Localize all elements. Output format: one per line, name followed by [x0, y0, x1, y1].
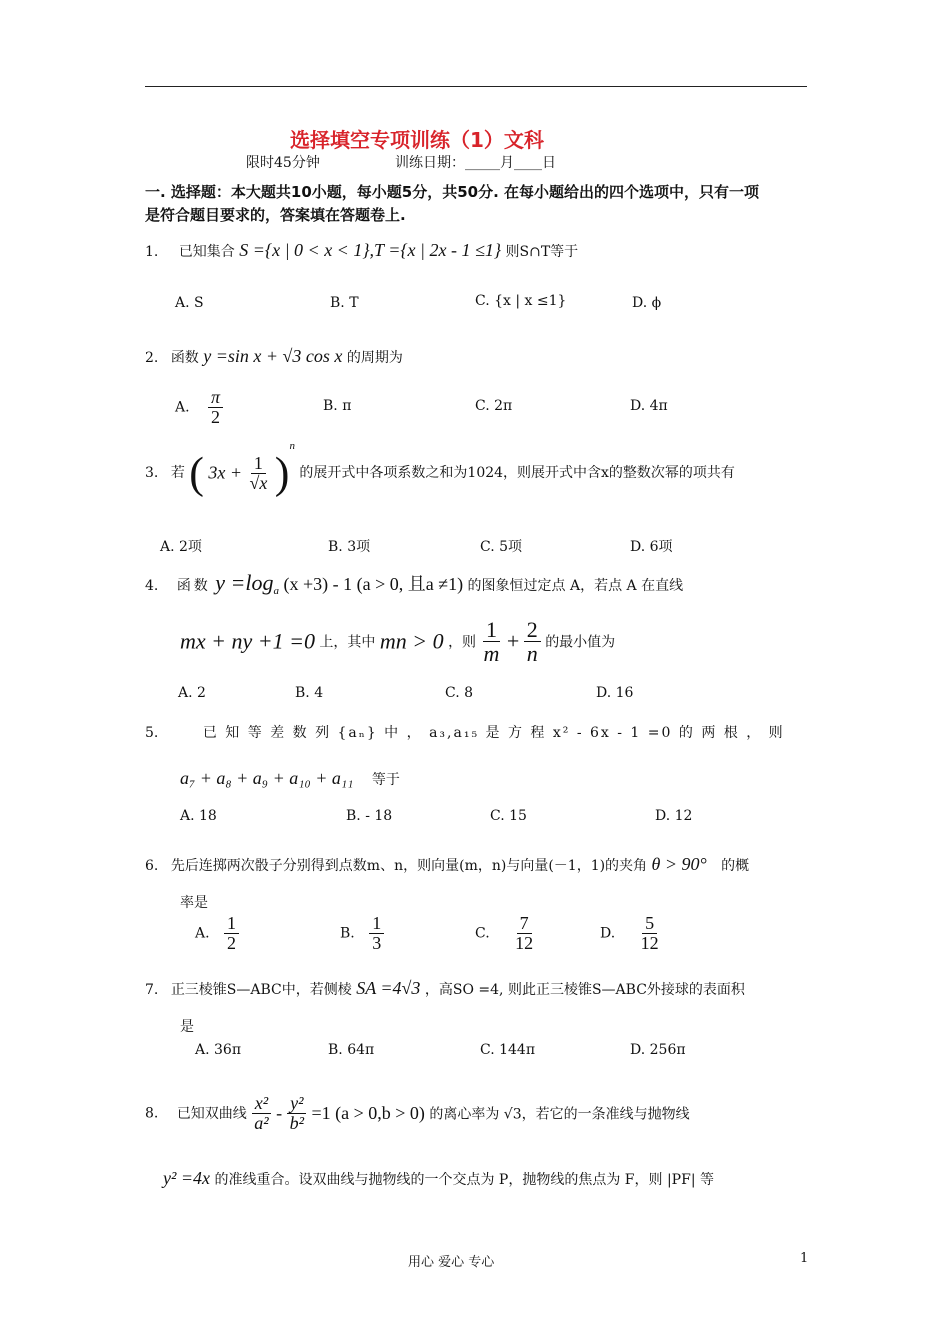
- fraction: [638, 914, 662, 953]
- question-text: 已知双曲线: [176, 1106, 247, 1123]
- option-label: A.: [195, 925, 210, 942]
- option-d: D. ϕ: [632, 295, 662, 311]
- option-label: C.: [475, 925, 490, 942]
- option-b: B. 4: [295, 685, 324, 701]
- option-a: [195, 914, 239, 953]
- fraction-denominator: m: [483, 641, 500, 667]
- fraction-denominator: 2: [211, 406, 221, 427]
- option-b: B. - 18: [346, 808, 393, 824]
- time-limit: 限时45分钟: [246, 155, 320, 171]
- fraction: [369, 914, 384, 953]
- fraction-numerator: y²: [287, 1094, 306, 1114]
- fraction: [251, 1094, 271, 1133]
- page-title: 选择填空专项训练（1）文科: [290, 128, 544, 152]
- question-text: 的周期为: [346, 350, 403, 366]
- math-expression: (x +3) - 1 (a > 0, 且a ≠1): [283, 574, 464, 594]
- question-text: 的概: [721, 858, 750, 874]
- option-c: C. 8: [445, 685, 474, 701]
- option-d: [600, 914, 662, 953]
- fraction-numerator: 5: [642, 914, 657, 934]
- question-number: 3.: [145, 465, 159, 481]
- fraction-numerator: 2: [524, 618, 541, 642]
- question-4: [145, 570, 683, 597]
- fraction: [512, 914, 536, 953]
- math-expression: 3x +: [208, 462, 243, 483]
- question-1: [145, 240, 578, 261]
- question-text: 若: [170, 465, 185, 481]
- question-text: ，则: [448, 634, 477, 651]
- question-number: 2.: [145, 350, 159, 366]
- math-expression: θ > 90°: [651, 854, 707, 874]
- math-expression: mx + ny +1 =0: [180, 628, 315, 654]
- question-6-line2: 率是: [180, 895, 208, 911]
- minus-sign: -: [276, 1102, 283, 1123]
- option-label: D.: [600, 925, 616, 942]
- fraction-numerator: 1: [251, 454, 266, 474]
- option-d: D. 4π: [630, 398, 668, 414]
- fraction: [287, 1094, 307, 1133]
- left-paren: (: [189, 448, 204, 498]
- fraction: [208, 388, 223, 427]
- option-b: [340, 914, 384, 953]
- question-3: [145, 440, 735, 499]
- option-a: A. S: [175, 295, 204, 311]
- question-number: 1.: [145, 244, 159, 260]
- log-base: a: [273, 584, 279, 597]
- question-text: ，高SO =4, 则此正三棱锥S—ABC外接球的表面积: [424, 982, 745, 998]
- math-expression: mn > 0: [379, 628, 444, 654]
- question-text: 上，其中: [319, 634, 376, 651]
- question-8: [145, 1094, 690, 1133]
- option-b: B. T: [330, 295, 359, 311]
- math-expression: SA =4√3: [356, 978, 421, 998]
- question-text: 则S∩T等于: [505, 244, 579, 260]
- fraction-numerator: 1: [369, 914, 384, 934]
- question-2: [145, 346, 403, 367]
- option-d: D. 6项: [630, 539, 673, 555]
- question-4-line2: [180, 618, 615, 665]
- section-heading-line2: 是符合题目要求的，答案填在答题卷上.: [145, 206, 406, 224]
- question-text: 已知集合: [178, 244, 235, 260]
- header-rule: [145, 86, 807, 87]
- math-expression: S ={x | 0 < x < 1},T ={x | 2x - 1 ≤1}: [239, 240, 502, 260]
- question-number: 7.: [145, 982, 159, 998]
- option-label: A.: [175, 399, 190, 416]
- fraction-denominator: √x: [249, 472, 268, 493]
- training-date: 训练日期：_____月____日: [395, 155, 556, 171]
- question-text: 的离心率为 √3，若它的一条准线与抛物线: [429, 1106, 690, 1123]
- question-text: 等于: [371, 772, 400, 788]
- fraction-denominator: 3: [372, 932, 382, 953]
- fraction-denominator: a²: [254, 1112, 269, 1133]
- fraction-numerator: π: [208, 388, 223, 408]
- question-8-line2: [163, 1168, 714, 1189]
- plus-sign: +: [506, 628, 520, 654]
- option-c: C. 144π: [480, 1042, 536, 1058]
- fraction-denominator: 12: [515, 932, 534, 953]
- section-heading-line1: 一. 选择题：本大题共10小题，每小题5分，共50分. 在每小题给出的四个选项中，只有一项: [145, 183, 760, 201]
- math-expression: y =sin x + √3 cos x: [203, 346, 343, 366]
- math-expression: y =log: [215, 570, 274, 595]
- question-7: [145, 978, 745, 999]
- math-expression: y² =4x: [163, 1168, 211, 1188]
- fraction-numerator: 1: [483, 618, 500, 642]
- option-c: C. {x | x ≤1}: [475, 293, 567, 309]
- fraction: [481, 618, 503, 665]
- page-number: 1: [800, 1251, 809, 1266]
- fraction: [524, 618, 541, 665]
- footer-motto: 用心 爱心 专心: [408, 1255, 495, 1270]
- question-number: 5.: [145, 725, 159, 741]
- fraction-denominator: n: [526, 641, 538, 667]
- right-paren: ): [274, 448, 290, 498]
- question-text: 函数: [170, 350, 199, 366]
- question-text: 的展开式中各项系数之和为1024，则展开式中含x的整数次幂的项共有: [299, 465, 735, 481]
- option-a: [175, 388, 223, 427]
- option-a: A. 2项: [160, 539, 202, 555]
- question-5-line2: [180, 768, 400, 789]
- exponent: n: [289, 440, 295, 452]
- question-text: 正三棱锥S—ABC中，若侧棱: [170, 982, 352, 998]
- option-c: C. 5项: [480, 539, 523, 555]
- question-7-line2: 是: [180, 1019, 194, 1035]
- option-a: A. 36π: [195, 1042, 242, 1058]
- option-b: B. 3项: [328, 539, 371, 555]
- question-text: 的图象恒过定点 A，若点 A 在直线: [467, 578, 684, 594]
- question-number: 4.: [145, 578, 159, 594]
- question-number: 8.: [145, 1105, 159, 1122]
- question-text: 的准线重合。设双曲线与抛物线的一个交点为 P，抛物线的焦点为 F，则 |PF| 等: [214, 1172, 714, 1188]
- fraction-numerator: 7: [517, 914, 532, 934]
- fraction-numerator: x²: [252, 1094, 271, 1114]
- fraction-denominator: 12: [640, 932, 659, 953]
- question-text: 的最小值为: [545, 634, 616, 651]
- fraction-denominator: 2: [227, 932, 237, 953]
- question-text: 先后连掷两次骰子分别得到点数m、n，则向量(m，n)与向量(－1，1)的夹角: [170, 858, 648, 874]
- question-text: 函数: [176, 578, 211, 594]
- option-label: B.: [340, 925, 355, 942]
- option-c: C. 15: [490, 808, 527, 824]
- fraction: [246, 454, 270, 493]
- question-6: [145, 854, 749, 875]
- fraction-numerator: 1: [224, 914, 239, 934]
- math-expression: =1 (a > 0,b > 0): [311, 1102, 425, 1123]
- question-text: 已 知 等 差 数 列 {aₙ} 中 ， a₃,a₁₅ 是 方 程 x² - 6x - 1 =0 的 两 根 ， 则: [202, 725, 785, 741]
- option-b: B. π: [323, 398, 352, 414]
- fraction: [224, 914, 239, 953]
- option-c: [475, 914, 536, 953]
- question-number: 6.: [145, 858, 159, 874]
- option-d: D. 16: [596, 685, 634, 701]
- fraction-denominator: b²: [289, 1112, 304, 1133]
- question-5: [145, 722, 785, 742]
- option-c: C. 2π: [475, 398, 513, 414]
- option-a: A. 2: [178, 685, 206, 701]
- option-a: A. 18: [180, 808, 217, 824]
- option-b: B. 64π: [328, 1042, 375, 1058]
- option-d: D. 256π: [630, 1042, 686, 1058]
- option-d: D. 12: [655, 808, 693, 824]
- math-expression: a₇ + a₈ + a₉ + a₁₀ + a₁₁: [180, 768, 354, 788]
